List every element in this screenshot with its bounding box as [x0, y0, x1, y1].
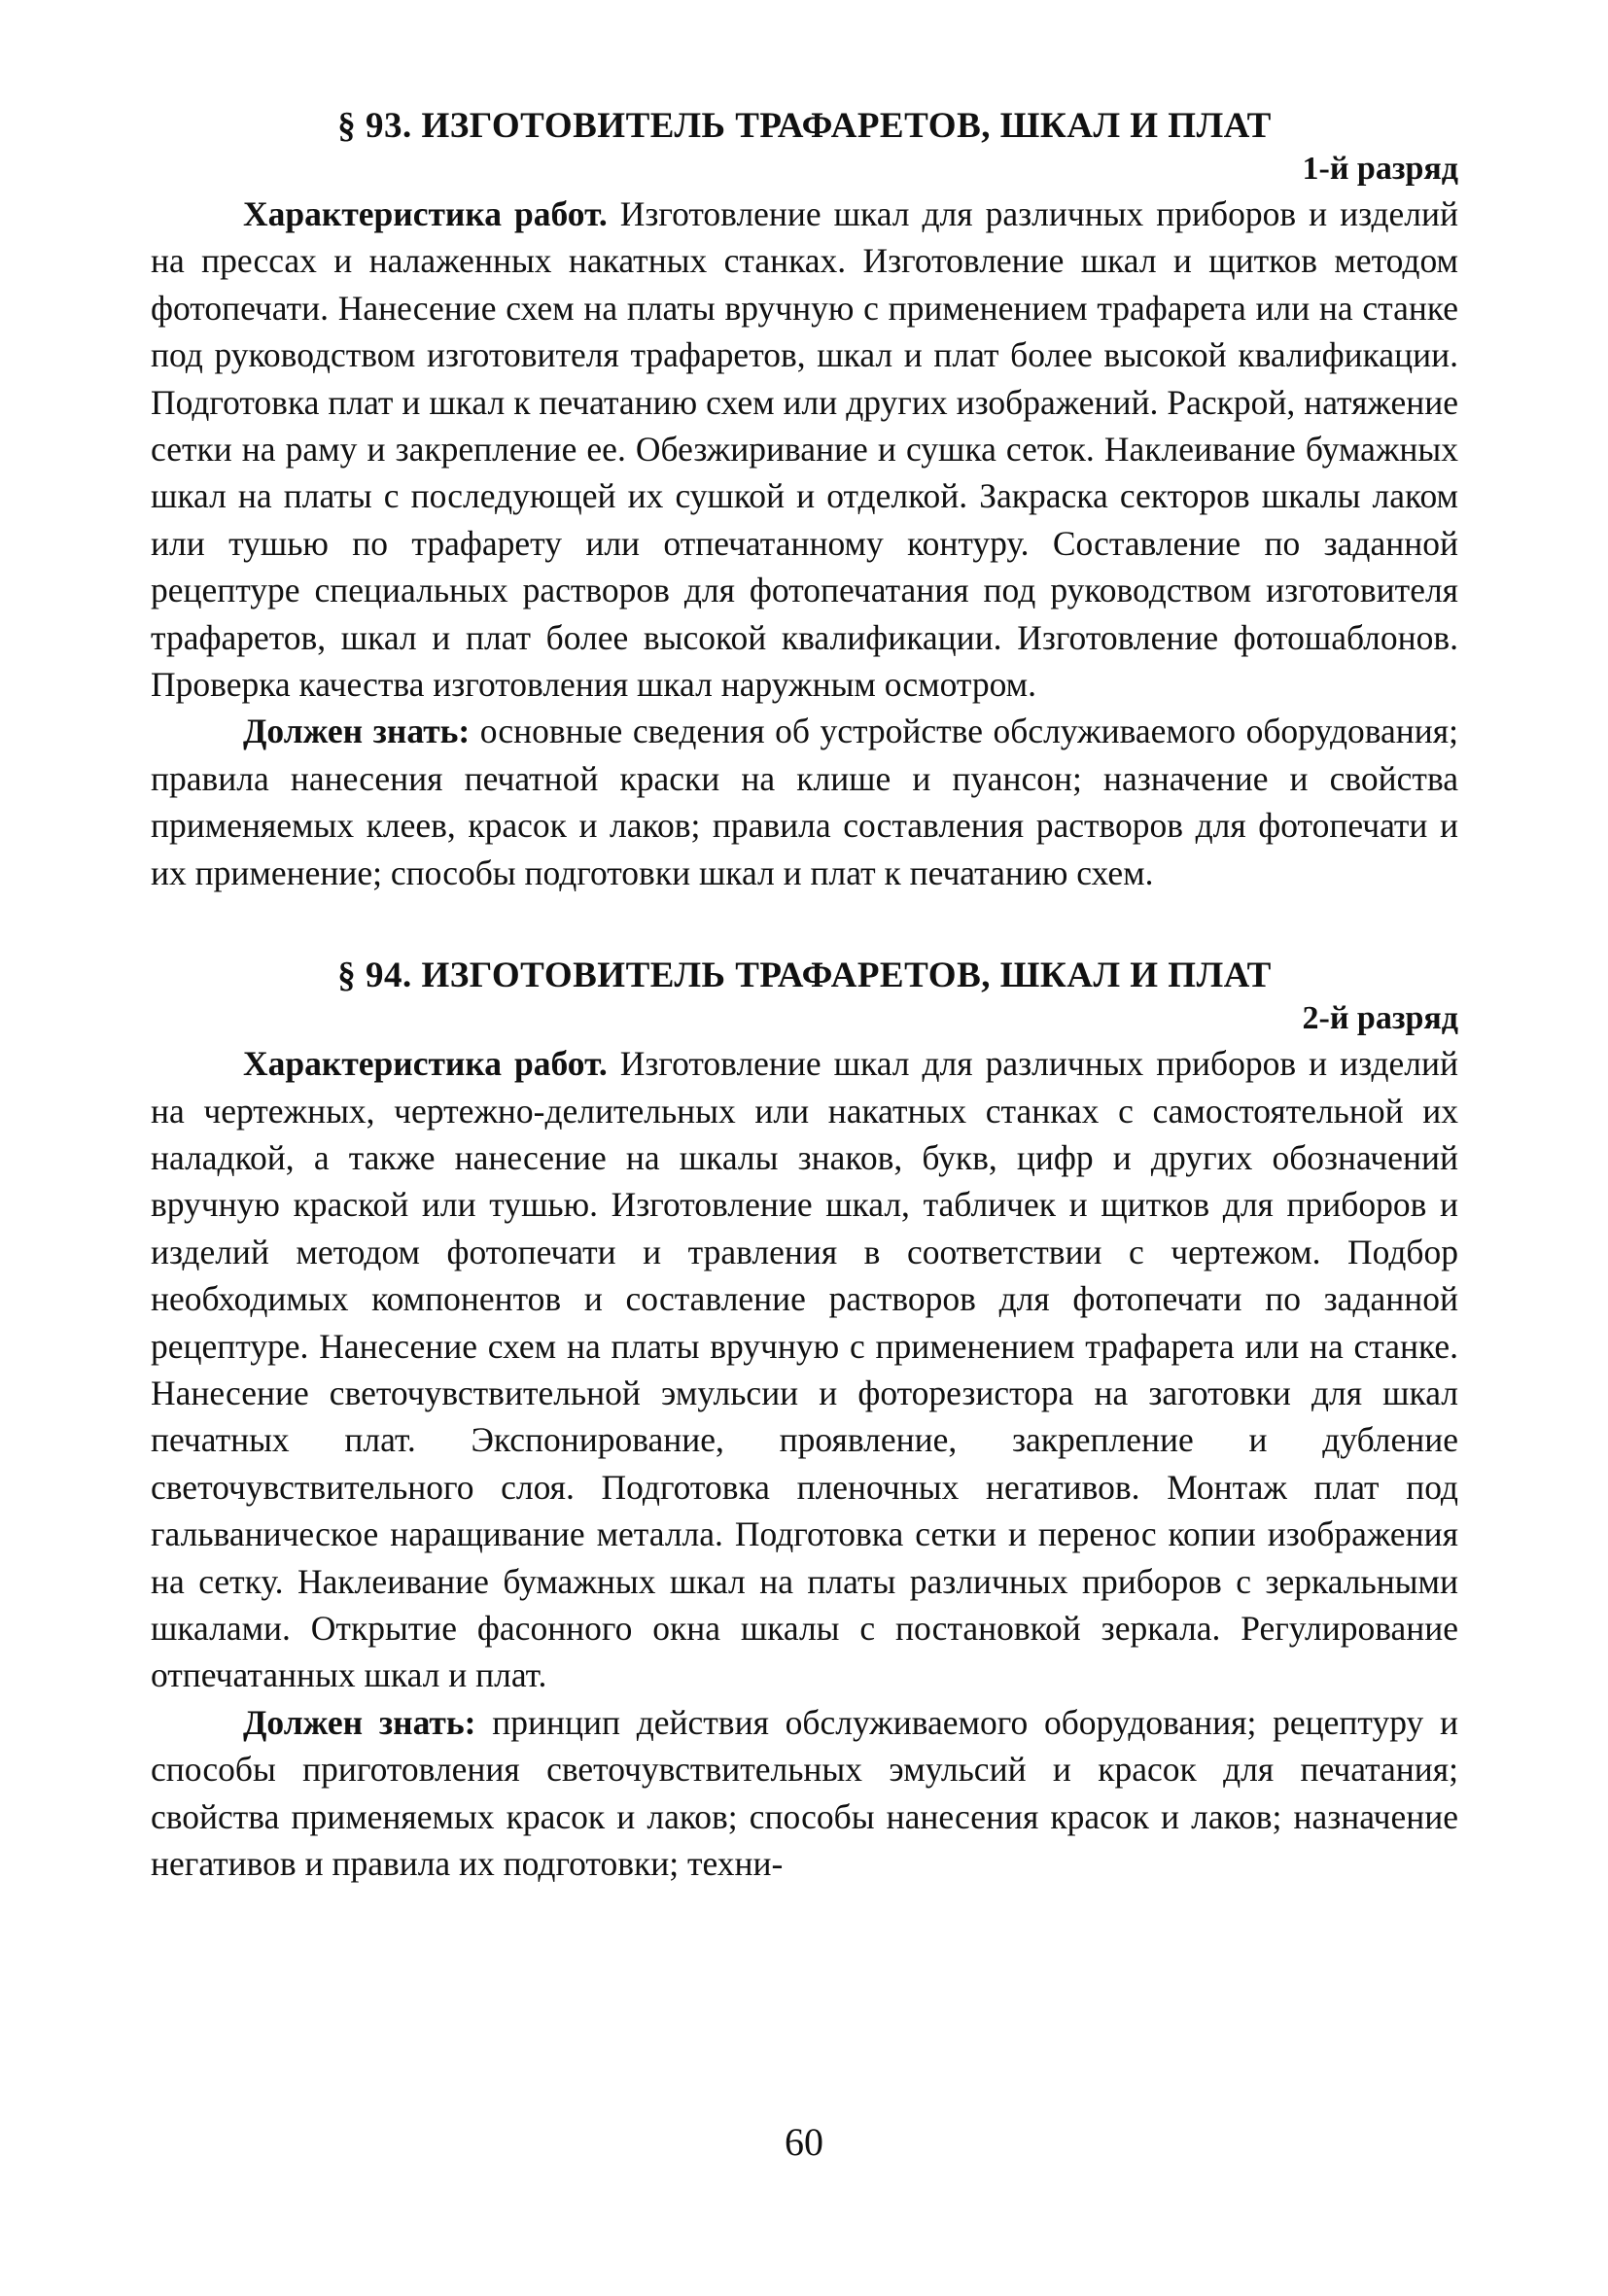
- section-93: [151, 105, 1458, 896]
- page-number: 60: [785, 2120, 823, 2164]
- grade-label: 1-й разряд: [1302, 151, 1458, 187]
- document-page: [151, 105, 1458, 1887]
- must-know-text: принцип действия обслуживаемого оборудования; рецептуру и способы приготовления светочувствительных эмульсий и красок для печатания; свойства применяемых красок и лаков; способы нанесения красок и лаков; назначение негативов и правила их подготовки; техни-: [151, 1702, 1458, 1883]
- work-characteristics-paragraph: [151, 1040, 1458, 1699]
- work-characteristics-text: Изготовление шкал для различных приборов и изделий на прессах и налаженных накатных станках. Изготовление шкал и щитков методом фотопечати. Нанесение схем на платы вручную с применением трафарета или на станке под руководством изготовителя трафаретов, шкал и плат более высокой квалификации. Подготовка плат и шкал к печатанию схем или других изображений. Раскрой, натяжение сетки на раму и закрепление ее. Обезжиривание и сушка сеток. Наклеивание бумажных шкал на платы с последующей их сушкой и отделкой. Закраска секторов шкалы лаком или тушью по трафарету или отпечатанному контуру. Составление по заданной рецептуре специальных растворов для фотопечатания под руководством изготовителя трафаретов, шкал и плат более высокой квалификации. Изготовление фотошаблонов. Проверка качества изготовления шкал наружным осмотром.: [151, 194, 1459, 705]
- work-characteristics-text: Изготовление шкал для различных приборов и изделий на чертежных, чертежно-делительных или накатных станках с самостоятельной их наладкой, а также нанесение на шкалы знаков, букв, цифр и других обозначений вручную краской или тушью. Изготовление шкал, табличек и щитков для приборов и изделий методом фотопечати и травления в соответствии с чертежом. Подбор необходимых компонентов и составление растворов для фотопечати по заданной рецептуре. Нанесение схем на платы вручную с применением трафарета или на станке. Нанесение светочувствительной эмульсии и фоторезистора на заготовки для шкал печатных плат. Экспонирование, проявление, закрепление и дубление светочувствительного слоя. Подготовка пленочных негативов. Монтаж плат под гальваническое наращивание металла. Подготовка сетки и перенос копии изображения на сетку. Наклеивание бумажных шкал на платы различных приборов с зеркальными шкалами. Открытие фасонного окна шкалы с постановкой зеркала. Регулирование отпечатанных шкал и плат.: [151, 1044, 1459, 1695]
- section-94: [151, 955, 1458, 1887]
- section-title: § 94. ИЗГОТОВИТЕЛЬ ТРАФАРЕТОВ, ШКАЛ И ПЛАТ: [337, 956, 1272, 996]
- work-characteristics-label: Характеристика работ.: [243, 194, 608, 233]
- must-know-label: Должен знать:: [243, 1702, 476, 1742]
- must-know-paragraph: [151, 1699, 1458, 1888]
- must-know-text: основные сведения об устройстве обслуживаемого оборудования; правила нанесения печатной краски на клише и пуансон; назначение и свойства применяемых клеев, красок и лаков; правила составления растворов для фотопечати и их применение; способы подготовки шкал и плат к печатанию схем.: [151, 712, 1458, 892]
- work-characteristics-label: Характеристика работ.: [243, 1044, 608, 1084]
- must-know-paragraph: [151, 708, 1458, 896]
- section-title: § 93. ИЗГОТОВИТЕЛЬ ТРАФАРЕТОВ, ШКАЛ И ПЛАТ: [337, 106, 1272, 146]
- grade-label: 2-й разряд: [1302, 1000, 1458, 1037]
- must-know-label: Должен знать:: [243, 712, 471, 751]
- work-characteristics-paragraph: [151, 191, 1458, 708]
